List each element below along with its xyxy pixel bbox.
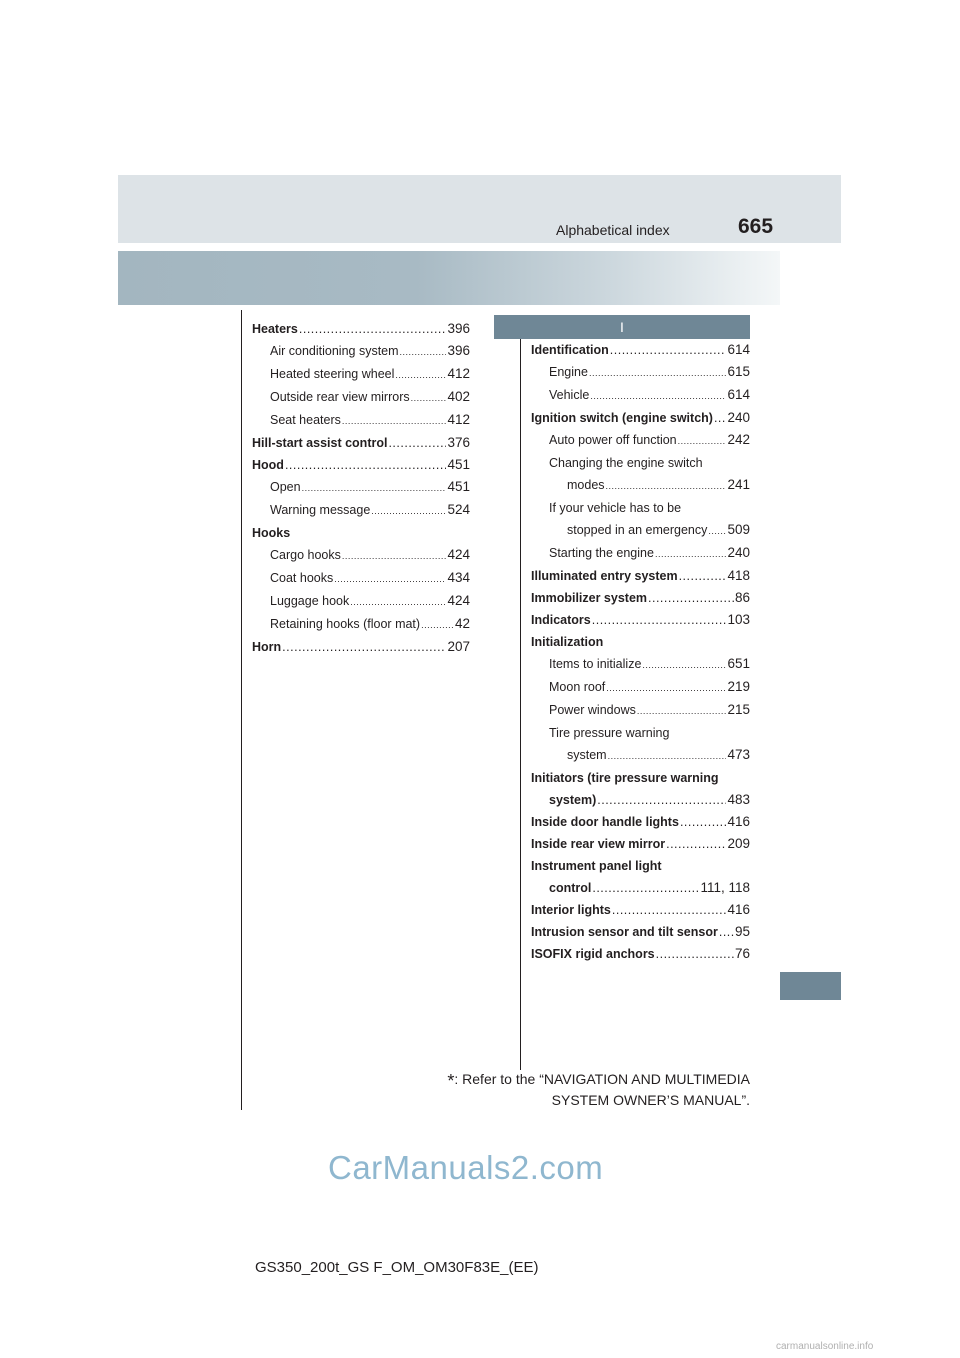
index-entry-page: 215 (727, 702, 750, 717)
leader-dots (388, 432, 446, 454)
index-entry (531, 653, 750, 676)
index-entry-term: Retaining hooks (floor mat) (270, 617, 421, 631)
index-entry-term: Inside rear view mirror (531, 837, 666, 851)
leader-dots (589, 361, 727, 384)
index-entry (531, 565, 750, 587)
index-entry-page: 412 (447, 366, 470, 381)
index-entry-term: Moon roof (549, 680, 606, 694)
index-entry-page: 651 (727, 656, 750, 671)
leader-dots (590, 384, 726, 407)
index-entry (531, 877, 750, 899)
index-column-left (252, 318, 470, 658)
index-entry-term: Initialization (531, 635, 604, 649)
index-entry-page: 402 (447, 389, 470, 404)
index-entry-term: Illuminated entry system (531, 569, 678, 583)
leader-dots (371, 499, 446, 522)
leader-dots (400, 340, 447, 363)
index-entry-term: system) (549, 793, 597, 807)
index-entry-term: Ignition switch (engine switch) (531, 411, 713, 425)
index-entry-term: Warning message (270, 503, 371, 517)
leader-dots (299, 318, 447, 340)
index-entry-term: Inside door handle lights (531, 815, 679, 829)
index-entry-page: 451 (447, 457, 470, 472)
index-entry-term: Instrument panel light (531, 859, 662, 873)
index-entry-term: Open (270, 480, 301, 494)
index-entry-term: Hooks (252, 526, 291, 540)
footnote-line-1: : Refer to the “NAVIGATION AND MULTIMEDIA (454, 1071, 750, 1087)
index-entry-page: 396 (447, 321, 470, 336)
index-entry (531, 811, 750, 833)
index-entry (531, 789, 750, 811)
index-entry-page: 451 (447, 479, 470, 494)
leader-dots (302, 476, 447, 499)
footnote-star: * (447, 1071, 455, 1091)
index-entry (531, 587, 750, 609)
index-entry (531, 699, 750, 722)
index-entry (252, 386, 470, 409)
index-entry-term: Starting the engine (549, 546, 654, 560)
index-entry (531, 609, 750, 631)
index-entry (252, 544, 470, 567)
index-entry-term: control (549, 881, 592, 895)
index-entry-term: Changing the engine switch (549, 456, 703, 470)
leader-dots (342, 544, 447, 567)
leader-dots (708, 519, 726, 542)
index-entry-term: Heaters (252, 322, 298, 336)
index-entry (531, 384, 750, 407)
index-entry (252, 318, 470, 340)
index-entry-term: Cargo hooks (270, 548, 341, 562)
leader-dots (608, 744, 727, 767)
index-entry-term: Coat hooks (270, 571, 334, 585)
index-entry-page: 509 (727, 522, 750, 537)
index-entry (252, 454, 470, 476)
index-entry-term: Items to initialize (549, 657, 642, 671)
header-bar (118, 175, 841, 243)
leader-dots (597, 789, 726, 811)
index-entry (531, 474, 750, 497)
index-entry (531, 339, 750, 361)
index-entry (531, 943, 750, 965)
leader-dots (350, 590, 446, 613)
index-entry (252, 432, 470, 454)
index-column-right (531, 339, 750, 965)
thumb-index-tab (780, 972, 841, 1000)
leader-dots (637, 699, 727, 722)
leader-dots (421, 613, 454, 636)
index-entry-page: 434 (447, 570, 470, 585)
index-entry-term: Vehicle (549, 388, 590, 402)
index-entry-page: 240 (727, 545, 750, 560)
index-entry (252, 636, 470, 658)
index-entry (531, 429, 750, 452)
index-entry-term: Horn (252, 640, 282, 654)
leader-dots (606, 474, 727, 497)
leader-dots (282, 636, 446, 658)
index-entry (531, 676, 750, 699)
leader-dots (334, 567, 446, 590)
index-entry-term: If your vehicle has to be (549, 501, 682, 515)
index-entry-term: Identification (531, 343, 609, 357)
index-entry-page: 473 (727, 747, 750, 762)
leader-dots (592, 609, 727, 631)
index-entry (252, 499, 470, 522)
index-entry-page: 424 (447, 547, 470, 562)
index-entry (252, 567, 470, 590)
index-entry (252, 522, 470, 544)
index-entry-term: Outside rear view mirrors (270, 390, 410, 404)
leader-dots (719, 921, 734, 943)
index-entry-page: 207 (447, 639, 470, 654)
index-entry (531, 497, 750, 519)
index-entry-term: Power windows (549, 703, 636, 717)
index-entry-page: 42 (454, 616, 470, 631)
index-entry (252, 476, 470, 499)
leader-dots (648, 587, 734, 609)
index-entry (252, 590, 470, 613)
index-entry (531, 899, 750, 921)
index-entry-page: 416 (727, 814, 750, 829)
index-entry-term: Tire pressure warning (549, 726, 670, 740)
leader-dots (612, 899, 727, 921)
index-entry-page: 614 (727, 342, 750, 357)
index-entry-page: 614 (727, 387, 750, 402)
index-entry-page: 95 (734, 924, 750, 939)
index-entry (252, 340, 470, 363)
index-entry-term: modes (567, 478, 605, 492)
index-entry-term: Hood (252, 458, 284, 472)
index-entry (531, 542, 750, 565)
index-entry-page: 416 (727, 902, 750, 917)
index-entry-term: Engine (549, 365, 588, 379)
index-entry-page: 424 (447, 593, 470, 608)
index-entry-page: 376 (447, 435, 470, 450)
index-entry-page: 396 (447, 343, 470, 358)
index-entry (531, 855, 750, 877)
index-entry-term: Seat heaters (270, 413, 341, 427)
header-gradient-band (118, 251, 780, 305)
index-entry-term: Hill-start assist control (252, 436, 388, 450)
page-title: Alphabetical index (556, 222, 670, 238)
column-divider (520, 330, 521, 1070)
index-entry-page: 103 (727, 612, 750, 627)
leader-dots (714, 407, 727, 429)
leader-dots (592, 877, 699, 899)
index-entry-term: system (567, 748, 607, 762)
index-entry-page: 418 (727, 568, 750, 583)
index-entry (252, 613, 470, 636)
index-entry-term: Immobilizer system (531, 591, 648, 605)
leader-dots (395, 363, 446, 386)
index-entry-term: Interior lights (531, 903, 611, 917)
index-entry (531, 519, 750, 542)
leader-dots (679, 565, 727, 587)
leader-dots (642, 653, 726, 676)
leader-dots (606, 676, 726, 699)
leader-dots (678, 429, 727, 452)
footnote (400, 1070, 750, 1110)
leader-dots (610, 339, 727, 361)
index-entry-page: 76 (734, 946, 750, 961)
index-entry-term: Intrusion sensor and tilt sensor (531, 925, 718, 939)
leader-dots (680, 811, 727, 833)
index-entry (531, 833, 750, 855)
footnote-line-2: SYSTEM OWNER’S MANUAL”. (551, 1092, 750, 1108)
site-watermark: carmanualsonline.info (776, 1341, 874, 1352)
index-entry-page: 615 (727, 364, 750, 379)
index-entry-term: Auto power off function (549, 433, 677, 447)
leader-dots (411, 386, 447, 409)
index-entry-term: Initiators (tire pressure warning (531, 771, 719, 785)
watermark: CarManuals2.com (328, 1149, 604, 1186)
index-entry (531, 452, 750, 474)
index-entry-page: 86 (734, 590, 750, 605)
page-number: 665 (738, 215, 774, 238)
index-entry-page: 412 (447, 412, 470, 427)
leader-dots (342, 409, 447, 432)
index-entry (531, 407, 750, 429)
leader-dots (655, 542, 727, 565)
index-entry (531, 361, 750, 384)
index-entry-page: 483 (727, 792, 750, 807)
index-entry-term: Heated steering wheel (270, 367, 395, 381)
index-entry (531, 921, 750, 943)
section-letter-heading: I (494, 315, 750, 339)
index-entry-term: stopped in an emergency (567, 523, 708, 537)
left-margin-rule (241, 310, 242, 1110)
index-entry-term: ISOFIX rigid anchors (531, 947, 655, 961)
index-entry-page: 241 (727, 477, 750, 492)
index-entry (531, 722, 750, 744)
document-code: GS350_200t_GS F_OM_OM30F83E_(EE) (255, 1259, 539, 1276)
leader-dots (666, 833, 726, 855)
index-entry-page: 209 (727, 836, 750, 851)
leader-dots (285, 454, 447, 476)
index-entry (531, 744, 750, 767)
index-entry-page: 242 (727, 432, 750, 447)
index-entry (531, 767, 750, 789)
leader-dots (656, 943, 734, 965)
index-entry (531, 631, 750, 653)
index-entry-term: Air conditioning system (270, 344, 399, 358)
index-entry-page: 240 (727, 410, 750, 425)
index-entry-page: 111, 118 (700, 880, 750, 895)
index-entry-page: 524 (447, 502, 470, 517)
index-entry-page: 219 (727, 679, 750, 694)
index-entry-term: Luggage hook (270, 594, 350, 608)
index-entry (252, 363, 470, 386)
index-entry (252, 409, 470, 432)
index-entry-term: Indicators (531, 613, 591, 627)
